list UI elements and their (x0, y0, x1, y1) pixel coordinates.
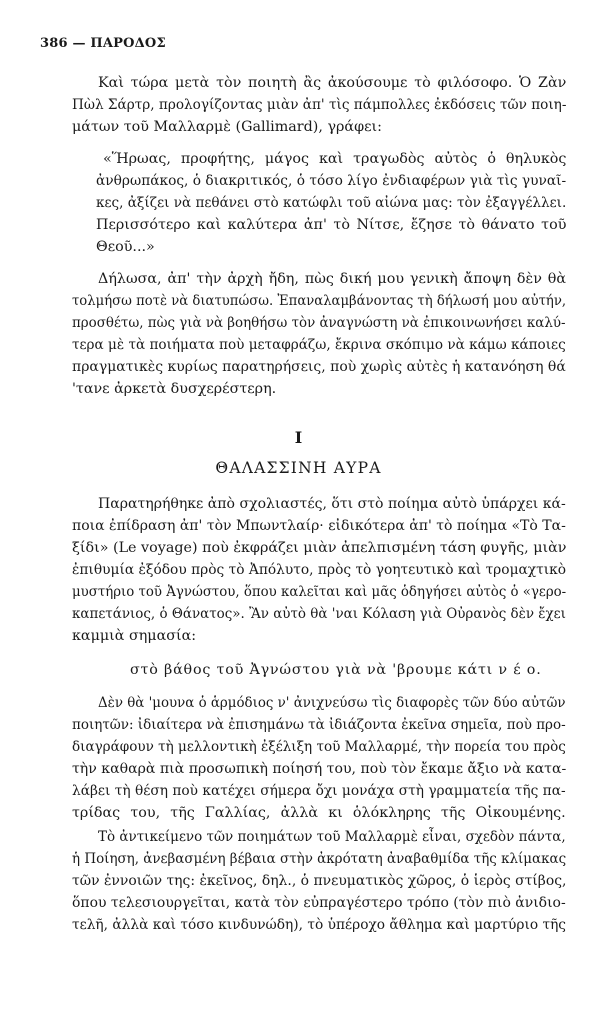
text-line: 'τανε ἀρκετὰ δυσχερέστερη. (72, 381, 277, 397)
text-line: λάβει τὴ θέση ποὺ κατέχει σήμερα ὄχι μονάχα στὴ γραμματεία τῆς πα- (72, 783, 566, 799)
text-line: ξίδι» (Le voyage) ποὺ ἐκφράζει μιὰν ἀπελπισμένη τάση φυγῆς, μιὰν (72, 540, 567, 556)
text-line: Δὲν θὰ 'μουνα ὁ ἁρμόδιος ν' ἀνιχνεύσω τὶς διαφορὲς τῶν δύο αὐτῶν (98, 695, 566, 711)
quote-line: ἀνθρωπάκος, ὁ διακριτικός, ὁ τόσο λίγο ἐνδιαφέρων γιὰ τὶς γυναῖ- (96, 173, 567, 189)
quote-line: κες, ἀξίζει νὰ πεθάνει στὸ κατώφλι τοῦ αἰώνα μας: τὸν ἐξαγγέλλει. (96, 195, 567, 211)
quote-line: Περισσότερο καὶ καλύτερα ἀπ' τὸ Νίτσε, ἔζησε τὸ θάνατο τοῦ (96, 217, 567, 233)
text-line: προσθέτω, πὼς γιὰ νὰ βοηθήσω τὸν ἀναγνώστη νὰ ἐπικοινωνήσει καλύ- (72, 315, 566, 331)
text-line: τὴν καθαρὰ πιὰ προσωπικὴ ποίησή του, ποὺ τὸν ἔκαμε ἄξιο νὰ κατα- (72, 761, 567, 777)
quote-line: Θεοῦ...» (96, 239, 155, 255)
text-line: καμμιὰ σημασία: (72, 628, 197, 644)
text-line: τολμήσω ποτὲ νὰ διατυπώσω. Ἐπαναλαμβάνοντας τὴ δήλωσή μου αὐτήν, (72, 293, 567, 309)
section-title: ΘΑΛΑΣΣΙΝΗ ΑΥΡΑ (215, 459, 382, 477)
text-line: ἐπιθυμία ἐξόδου πρὸς τὸ Ἀπόλυτο, πρὸς τὸ γοητευτικὸ καὶ τρομαχτικὸ (72, 562, 567, 578)
text-line: τελῆ, ἀλλὰ καὶ τόσο κινδυνώδη), τὸ ὑπέροχο ἄθλημα καὶ μαρτύριο τῆς (72, 917, 566, 933)
text-line: διαγράφουν τὴ μελλοντικὴ ἐξέλιξη τοῦ Μαλλαρμέ, τὴν πορεία του πρὸς (72, 739, 566, 755)
text-line: ποια ἐπίδραση ἀπ' τὸν Μπωντλαίρ· εἰδικότερα ἀπ' τὸ ποίημα «Τὸ Τα- (72, 518, 566, 534)
text-line: τρίδας του, τῆς Γαλλίας, ἀλλὰ κι ὁλόκληρης τῆς Οἰκουμένης. (72, 805, 566, 821)
text-line: πραγματικὲς κυρίως παρατηρήσεις, ποὺ χωρὶς αὐτὲς ἡ κατανόηση θά (72, 359, 566, 375)
text-line: Τὸ ἀντικείμενο τῶν ποιημάτων τοῦ Μαλλαρμὲ εἶναι, σχεδὸν πάντα, (98, 829, 566, 845)
text-line: Παρατηρήθηκε ἀπὸ σχολιαστές, ὅτι στὸ ποίημα αὐτὸ ὑπάρχει κά- (98, 496, 566, 512)
text-line: ὅπου τελεσιουργεῖται, κατὰ τὸν εὐπραγέστερο τρόπο (τὸν πιὸ ἀνιδιο- (72, 895, 566, 911)
section-number: I (294, 428, 303, 447)
running-head: 386 — ΠΑΡΟΔΟΣ (40, 36, 166, 51)
text-line: Καὶ τώρα μετὰ τὸν ποιητὴ ἂς ἀκούσουμε τὸ φιλόσοφο. Ὁ Ζὰν (98, 75, 567, 91)
quote-line: «Ἥρωας, προφήτης, μάγος καὶ τραγωδὸς αὐτὸς ὁ θηλυκὸς (103, 151, 567, 167)
text-line: καπετάνιος, ὁ Θάνατος». Ἂν αὐτὸ θὰ 'ναι Κόλαση γιὰ Οὐρανὸς δὲν ἔχει (72, 606, 566, 622)
text-line: Δήλωσα, ἀπ' τὴν ἀρχὴ ἤδη, πὼς δική μου γενικὴ ἄποψη δὲν θὰ (98, 271, 567, 287)
text-line: τερα μὲ τὰ ποιήματα ποὺ μεταφράζω, ἔκρινα σκόπιμο νὰ κάμω κάποιες (72, 337, 566, 353)
text-line: μάτων τοῦ Μαλλαρμὲ (Gallimard), γράφει: (72, 119, 382, 135)
text-line: ἡ Ποίηση, ἀνεβασμένη βέβαια στὴν ἀκρότατη ἀναβαθμίδα τῆς κλίμακας (72, 851, 567, 867)
text-line: μυστήριο τοῦ Ἀγνώστου, ὅπου καλεῖται καὶ μᾶς ὁδηγήσει αὐτὸς ὁ «γερο- (72, 584, 567, 600)
text-line: Πὼλ Σάρτρ, προλογίζοντας μιὰν ἀπ' τὶς πάμπολλες ἐκδόσεις τῶν ποιη- (72, 97, 567, 113)
text-line: τῶν ἐννοιῶν της: ἐκεῖνος, δηλ., ὁ πνευματικὸς χῶρος, ὁ ἱερὸς στίβος, (72, 873, 567, 889)
epigraph-line: στὸ βάθος τοῦ Ἀγνώστου γιὰ νὰ 'βρουμε κάτι ν έ ο. (130, 662, 542, 678)
text-line: ποιητῶν: ἰδιαίτερα νὰ ἐπισημάνω τὰ ἰδιάζοντα ἐκεῖνα σημεῖα, ποὺ προ- (72, 717, 566, 733)
